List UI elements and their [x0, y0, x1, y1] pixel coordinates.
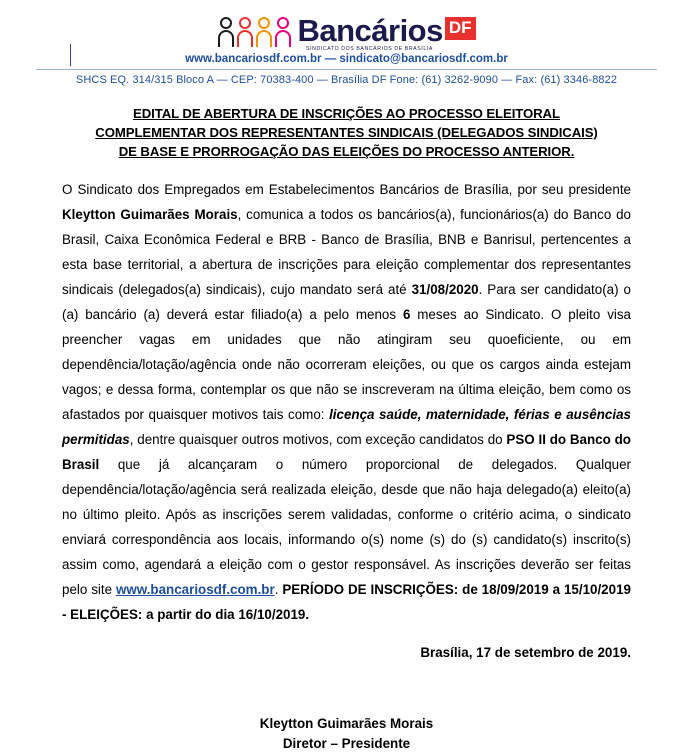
registration-website-link[interactable]: www.bancariosdf.com.br — [115, 582, 275, 597]
header-email[interactable]: sindicato@bancariosdf.com.br — [339, 53, 508, 65]
letterhead — [0, 0, 693, 86]
signature-role: Diretor – Presidente — [282, 736, 411, 751]
body-text-e: , dentre quaisquer outros motivos, com exceção candidatos do — [129, 432, 507, 447]
people-icon — [217, 13, 291, 47]
body-text-d: meses ao Sindicato. O pleito visa preencher vagas em unidades que não atingiram seu quoeficiente, ou em dependência/lotação/agência onde não ocorreram eleições, ou que os cargos ainda estejam vagos; e dessa forma, contemplar os que não se inscreveram na última eleição, bem como os afastados por quaisquer motivos tais como: — [62, 307, 632, 422]
mandate-end-date: 31/08/2020 — [411, 282, 479, 297]
pso-exception: PSO II do Banco do Brasil — [62, 432, 631, 472]
title-line-2: COMPLEMENTAR DOS REPRESENTANTES SINDICAIS (DELEGADOS SINDICAIS) — [95, 125, 598, 140]
header-separator: — — [324, 53, 337, 65]
registration-period: PERÍODO DE INSCRIÇÕES: de 18/09/2019 a 15/10/2019 - ELEIÇÕES: a partir do dia 16/10/2019. — [62, 582, 631, 622]
leave-reasons: licença saúde, maternidade, férias e ausências permitidas — [62, 407, 631, 447]
place-and-date: Brasília, 17 de setembro de 2019. — [420, 645, 631, 660]
president-name: Kleytton Guimarães Morais — [62, 207, 238, 222]
body-text-g: . — [274, 582, 283, 597]
header-website[interactable]: www.bancariosdf.com.br — [185, 53, 322, 65]
body-text-a: O Sindicato dos Empregados em Estabelecimentos Bancários de Brasília, por seu presidente — [62, 182, 631, 197]
page-edge-mark — [70, 44, 71, 66]
logo-badge-df: DF — [445, 17, 476, 40]
header-contact-row — [0, 53, 693, 65]
title-line-1: EDITAL DE ABERTURA DE INSCRIÇÕES AO PROCESSO ELEITORAL — [133, 106, 560, 121]
body-text-c: . Para ser candidato(a) o (a) bancário (a) deverá estar filiado(a) a pelo menos — [62, 282, 631, 322]
minimum-months: 6 — [402, 307, 411, 322]
header-divider — [36, 69, 657, 70]
signature-name: Kleytton Guimarães Morais — [259, 716, 434, 731]
body-text-b: , comunica a todos os bancários(a), funcionários(a) do Banco do Brasil, Caixa Econômica Federal e BRB - Banco de Brasília, BNB e Banrisul, pertencentes a esta base territorial, a abertura de inscrições para eleição complementar dos representantes sindicais (delegados(a) sindicais), cujo mandato será até — [62, 207, 631, 297]
logo-wordmark: Bancários — [297, 12, 443, 48]
signature-block — [0, 714, 693, 754]
header-address: SHCS EQ. 314/315 Bloco A — CEP: 70383-400 — Brasília DF Fone: (61) 3262-9090 — Fax: (61) 3346-8822 — [75, 74, 618, 86]
body-paragraph — [62, 177, 631, 627]
document-title — [38, 104, 655, 161]
title-line-3: DE BASE E PRORROGAÇÃO DAS ELEIÇÕES DO PROCESSO ANTERIOR. — [118, 144, 575, 159]
body-text-f: que já alcançaram o número proporcional de delegados. Qualquer dependência/lotação/agência será realizada eleição, desde que não haja delegado(a) eleito(a) no último pleito. Após as inscrições serem validadas, conforme o critério acima, o sindicato enviará correspondência aos locais, informando o(s) nome (s) do (s) candidato(s) inscrito(s) assim como, agendará a eleição com o gestor responsável. As inscrições deverão ser feitas pelo site — [62, 457, 631, 597]
logo-subtitle: SINDICATO DOS BANCÁRIOS DE BRASÍLIA — [306, 46, 433, 52]
